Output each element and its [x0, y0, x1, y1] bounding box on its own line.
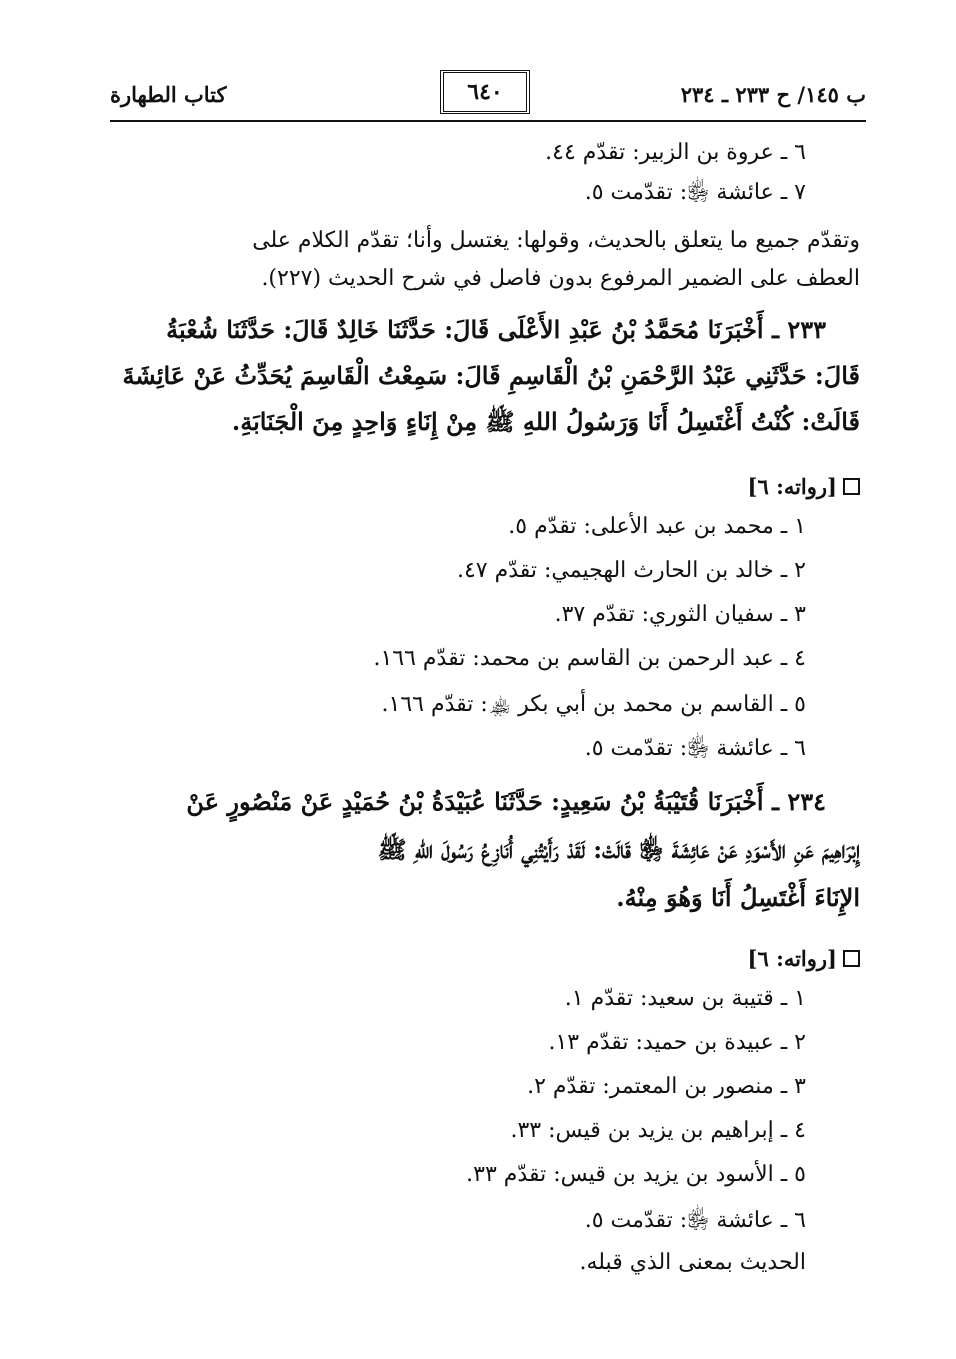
hadith-233-line: قَالَتْ: كُنْتُ أَغْتَسِلُ أَنَا وَرَسُولُ اللهِ ﷺ مِنْ إِنَاءٍ وَاحِدٍ مِنَ الْجَنَابَةِ. — [231, 407, 860, 436]
page-header — [110, 62, 866, 122]
narrator-line: ٦ ـ عروة بن الزبير: تقدّم ٤٤. — [545, 140, 806, 165]
narrators-heading: [رواته: ٦] — [748, 474, 860, 499]
chapter-reference: ب ١٤٥/ ح ٢٣٣ ـ ٢٣٤ — [680, 82, 866, 107]
square-bullet-icon — [843, 478, 860, 495]
commentary-line: العطف على الضمير المرفوع بدون فاصل في شرح الحديث (٢٢٧). — [261, 266, 860, 291]
header-divider — [110, 120, 866, 122]
narrators-heading: [رواته: ٦] — [748, 946, 860, 971]
narrator-line: ٢ ـ عبيدة بن حميد: تقدّم ١٣. — [548, 1030, 806, 1055]
hadith-233-line: قَالَ: حَدَّثَنِي عَبْدُ الرَّحْمَنِ بْنُ الْقَاسِمِ قَالَ: سَمِعْتُ الْقَاسِمَ يُحَدِّثُ عَنْ عَائِشَةَ — [122, 361, 860, 390]
commentary-line: وتقدّم جميع ما يتعلق بالحديث، وقولها: يغتسل وأنا؛ تقدّم الكلام على — [252, 228, 860, 253]
hadith-234-line: ٢٣٤ ـ أَخْبَرَنَا قُتَيْبَةُ بْنُ سَعِيدٍ: حَدَّثَنَا عُبَيْدَةُ بْنُ حُمَيْدٍ عَنْ مَنْصُورٍ عَنْ — [186, 787, 826, 816]
book-title: كتاب الطهارة — [110, 82, 227, 107]
narrator-line: ٧ ـ عائشة ﵂: تقدّمت ٥. — [584, 180, 806, 205]
narrator-line: ٤ ـ عبد الرحمن بن القاسم بن محمد: تقدّم ١٦٦. — [373, 646, 806, 671]
narrator-line: ٥ ـ الأسود بن يزيد بن قيس: تقدّم ٣٣. — [466, 1162, 806, 1187]
hadith-234-line: إِبْرَاهِيمَ عَنِ الأَسْوَدِ عَنْ عَائِشَةَ ﵂ قَالَتْ: لَقَدْ رَأَيْتُنِي أُنَازِعُ رَسُولَ اللهِ ﷺ — [377, 835, 860, 864]
closing-note: الحديث بمعنى الذي قبله. — [579, 1250, 806, 1275]
narrator-line: ٢ ـ خالد بن الحارث الهجيمي: تقدّم ٤٧. — [456, 558, 806, 583]
hadith-234-line: الإِنَاءَ أَغْتَسِلُ أَنَا وَهُوَ مِنْهُ. — [616, 883, 860, 912]
narrator-line: ٣ ـ منصور بن المعتمر: تقدّم ٢. — [527, 1074, 806, 1099]
narrator-line: ٥ ـ القاسم بن محمد بن أبي بكر ﵏: تقدّم ١٦٦. — [381, 692, 806, 717]
square-bullet-icon — [843, 950, 860, 967]
narrator-line: ١ ـ محمد بن عبد الأعلى: تقدّم ٥. — [508, 514, 806, 539]
narrator-line: ٦ ـ عائشة ﵂: تقدّمت ٥. — [584, 736, 806, 761]
narrator-line: ٤ ـ إبراهيم بن يزيد بن قيس: ٣٣. — [510, 1118, 806, 1143]
narrator-line: ١ ـ قتيبة بن سعيد: تقدّم ١. — [564, 986, 806, 1011]
hadith-233-line: ٢٣٣ ـ أَخْبَرَنَا مُحَمَّدُ بْنُ عَبْدِ الأَعْلَى قَالَ: حَدَّثَنَا خَالِدٌ قَالَ: حَدَّثَنَا شُعْبَةُ — [166, 315, 826, 344]
narrator-line: ٦ ـ عائشة ﵂: تقدّمت ٥. — [584, 1208, 806, 1233]
page-number: ٦٤٠ — [440, 70, 530, 114]
narrator-line: ٣ ـ سفيان الثوري: تقدّم ٣٧. — [554, 602, 806, 627]
